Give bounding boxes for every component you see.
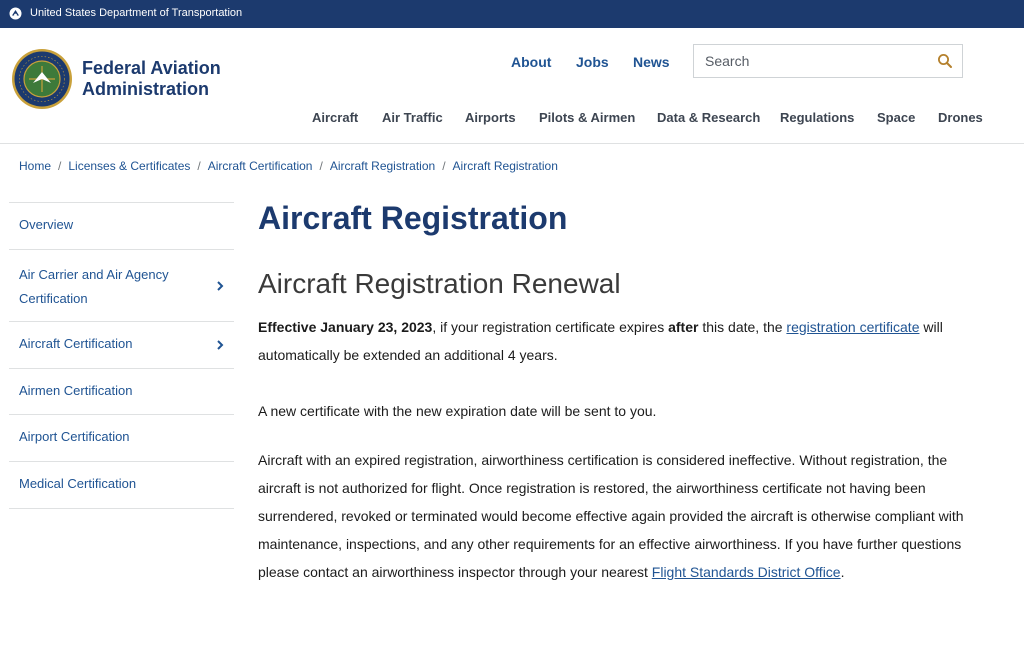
breadcrumb: [19, 159, 558, 173]
main-nav-airports[interactable]: Airports: [465, 110, 516, 125]
breadcrumb-current[interactable]: Aircraft Registration: [452, 159, 558, 173]
chevron-right-icon[interactable]: [215, 280, 225, 292]
breadcrumb-aircraft-registration[interactable]: Aircraft Registration: [329, 159, 436, 173]
faa-seal-icon[interactable]: [11, 48, 73, 110]
expired-registration-paragraph: [258, 446, 986, 586]
breadcrumb-separator: /: [319, 159, 323, 173]
sidebar-item-aircraft-certification[interactable]: [9, 322, 234, 369]
effective-date: January 23, 2023: [320, 319, 433, 335]
main-nav-regulations[interactable]: Regulations: [780, 110, 855, 125]
sidebar-item-label: Aircraft Certification: [19, 336, 133, 351]
main-nav-pilots-airmen[interactable]: Pilots & Airmen: [539, 110, 636, 125]
site-header: [0, 28, 1024, 144]
main-nav-aircraft[interactable]: Aircraft: [312, 110, 359, 125]
sidebar-item-airport-certification[interactable]: [9, 415, 234, 462]
main-nav-air-traffic[interactable]: Air Traffic: [382, 110, 443, 125]
sidebar-item-air-carrier[interactable]: [9, 250, 234, 322]
search-icon[interactable]: [936, 52, 954, 70]
sidebar-item-overview[interactable]: [9, 203, 234, 250]
breadcrumb-separator: /: [58, 159, 62, 173]
sidebar-item-label: Airmen Certification: [19, 383, 133, 398]
breadcrumb-separator: /: [442, 159, 446, 173]
nav-about-link[interactable]: About: [511, 54, 552, 70]
sidebar-item-label: Air Carrier and Air Agency Certification: [19, 267, 169, 306]
main-nav-space[interactable]: Space: [877, 110, 916, 125]
nav-news-link[interactable]: News: [633, 54, 670, 70]
search-input[interactable]: [694, 45, 935, 77]
main-nav-drones[interactable]: Drones: [938, 110, 983, 125]
renewal-paragraph: [258, 313, 986, 369]
section-title: Aircraft Registration Renewal: [258, 268, 621, 299]
nav-jobs-link[interactable]: Jobs: [576, 54, 609, 70]
search-box: [693, 44, 963, 78]
agency-name-line1: Federal Aviation: [82, 58, 221, 78]
paragraph-text: , if your registration certificate expires: [432, 319, 665, 335]
sidebar-item-label: Overview: [19, 217, 74, 232]
paragraph-text: will automatically be extended an additional 4 years.: [258, 319, 943, 363]
page-title: Aircraft Registration: [258, 200, 568, 236]
breadcrumb-aircraft-certification[interactable]: Aircraft Certification: [207, 159, 313, 173]
main-nav-data-research[interactable]: Data & Research: [657, 110, 761, 125]
agency-name[interactable]: [82, 58, 221, 100]
paragraph-end: .: [840, 564, 845, 580]
breadcrumb-home[interactable]: Home: [19, 159, 52, 173]
sidebar-item-medical-certification[interactable]: [9, 462, 234, 509]
dot-logo-icon: [9, 7, 22, 20]
breadcrumb-licenses-certificates[interactable]: Licenses & Certificates: [68, 159, 191, 173]
sidebar-item-label: Medical Certification: [19, 476, 137, 491]
agency-name-line2: Administration: [82, 79, 210, 99]
dot-banner: [0, 0, 1024, 28]
sidebar-item-label: Airport Certification: [19, 429, 130, 444]
new-certificate-paragraph: A new certificate with the new expiration date will be sent to you.: [258, 403, 657, 419]
after-emphasis: after: [668, 319, 699, 335]
breadcrumb-separator: /: [197, 159, 201, 173]
paragraph-text: Aircraft with an expired registration, airworthiness certification is considered ineffective. Without registration, the aircraft is not authorized for flight. Once registration is restored, the airworthiness certificate not having been surrendered, revoked or terminated would become effective again provided the aircraft is otherwise compliant with maintenance, inspections, and any other requirements for an effective airworthiness. If you have further questions please contact an airworthiness inspector through your nearest: [258, 452, 964, 580]
registration-certificate-link[interactable]: registration certificate: [786, 319, 920, 335]
chevron-right-icon[interactable]: [215, 339, 225, 351]
side-nav: [9, 202, 234, 509]
effective-label: Effective: [258, 319, 317, 335]
sidebar-item-airmen-certification[interactable]: [9, 369, 234, 415]
flight-standards-district-office-link[interactable]: Flight Standards District Office: [651, 564, 841, 580]
paragraph-text: this date, the: [702, 319, 783, 335]
dot-banner-text: United States Department of Transportation: [30, 7, 243, 19]
